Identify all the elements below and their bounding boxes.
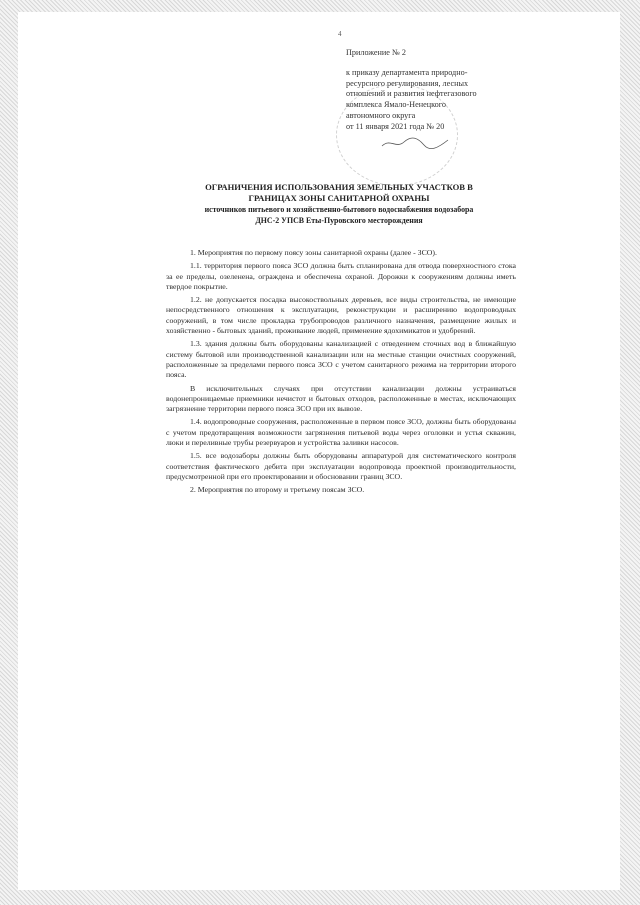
- appendix-line: к приказу департамента природно-: [346, 67, 468, 77]
- appendix-line: комплекса Ямало-Ненецкого: [346, 100, 447, 110]
- document-title: [158, 182, 520, 226]
- title-line: ГРАНИЦАХ ЗОНЫ САНИТАРНОЙ ОХРАНЫ: [248, 193, 430, 203]
- paragraph: 1.4. водопроводные сооружения, расположенные в первом поясе ЗСО, должны быть оборудованы с учетом предотвращения возможности загрязнения питьевой воды через оголовки и устья скважин, люки и переливные трубы резервуаров и устройства заливки насосов.: [166, 417, 516, 448]
- official-seal: [336, 84, 458, 186]
- paragraph: 1.2. не допускается посадка высокоствольных деревьев, все виды строительства, не имеющие непосредственного отношения к эксплуатации, реконструкции и расширению водопроводных сооружений, в том числе прокладка трубопроводов различного назначения, размещение жилых и хозяйственно - бытовых зданий, проживание людей, применение ядохимикатов и удобрений.: [166, 295, 516, 336]
- paragraph: В исключительных случаях при отсутствии канализации должны устраиваться водонепроницаемые приемники нечистот и бытовых отходов, расположенные в местах, исключающих загрязнение территории первого пояса ЗСО при их вывозе.: [166, 383, 516, 414]
- title-line: ОГРАНИЧЕНИЯ ИСПОЛЬЗОВАНИЯ ЗЕМЕЛЬНЫХ УЧАСТКОВ В: [205, 182, 473, 192]
- document-body: [166, 248, 516, 499]
- appendix-line: отношений и развития нефтегазового: [346, 89, 477, 99]
- page-number: 4: [338, 30, 342, 38]
- paragraph: 1. Мероприятия по первому поясу зоны санитарной охраны (далее - ЗСО).: [190, 248, 437, 257]
- paragraph: 2. Мероприятия по второму и третьему поясам ЗСО.: [190, 485, 365, 495]
- signature-scribble: [380, 136, 450, 150]
- appendix-number: Приложение № 2: [346, 48, 406, 57]
- subtitle-line: источников питьевого и хозяйственно-бытового водоснабжения водозабора: [204, 205, 474, 214]
- subtitle-line: ДНС-2 УПСВ Еты-Пуровского месторождения: [255, 216, 423, 225]
- document-page: [18, 12, 620, 890]
- appendix-line: автономного округа: [346, 110, 416, 120]
- paragraph: 1.3. здания должны быть оборудованы канализацией с отведением сточных вод в ближайшую систему бытовой или производственной канализации или на местные станции очистных сооружений, расположенные за пределами первого пояса ЗСО с учетом санитарного режима на территории второго пояса.: [166, 339, 516, 380]
- appendix-date-line: от 11 января 2021 года № 20: [346, 121, 445, 131]
- appendix-line: ресурсного регулирования, лесных: [346, 78, 469, 88]
- paragraph: 1.1. территория первого пояса ЗСО должна быть спланирована для отвода поверхностного стока за ее пределы, озеленена, ограждена и обеспечена охраной. Дорожки к сооружениям должны иметь твердое покрытие.: [166, 261, 516, 291]
- paragraph: 1.5. все водозаборы должны быть оборудованы аппаратурой для систематического контроля соответствия фактического дебита при эксплуатации водопровода проектной производительности, предусмотренной при его проектировании и обосновании границ ЗСО.: [166, 451, 516, 481]
